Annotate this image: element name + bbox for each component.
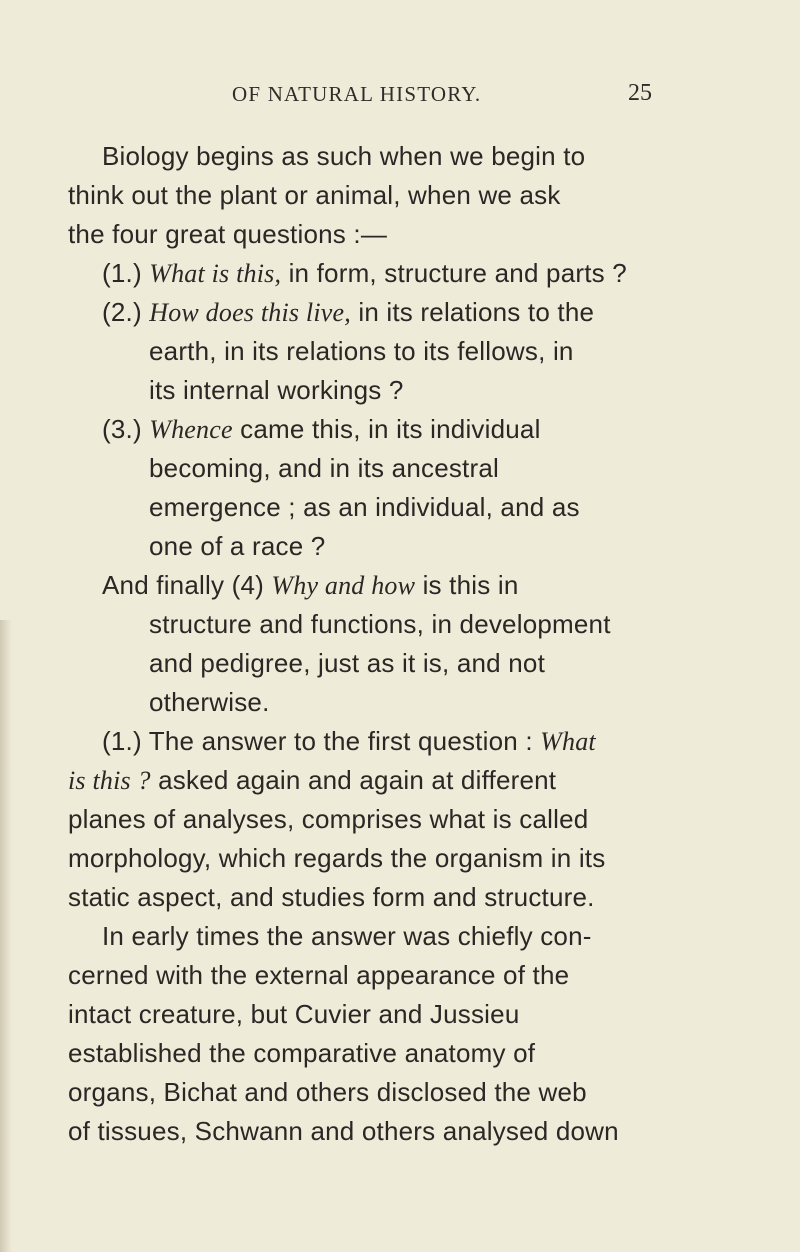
text-line: think out the plant or animal, when we ask — [68, 180, 561, 210]
text-line: earth, in its relations to its fellows, in — [149, 336, 574, 366]
text-line: In early times the answer was chiefly con- — [102, 921, 592, 951]
running-head: OF NATURAL HISTORY. — [232, 82, 482, 106]
page-number: 25 — [628, 80, 652, 106]
text-line: static aspect, and studies form and structure. — [68, 882, 595, 912]
text-line: of tissues, Schwann and others analysed down — [68, 1116, 619, 1146]
text-line: the four great questions :— — [68, 219, 388, 249]
text-line: Biology begins as such when we begin to — [102, 141, 586, 171]
question-2-line: (2.) How does this live, in its relations to the — [102, 297, 595, 327]
text-line: structure and functions, in development — [149, 609, 611, 639]
text-line: one of a race ? — [149, 531, 326, 561]
text-line: and pedigree, just as it is, and not — [149, 648, 546, 678]
text-line: organs, Bichat and others disclosed the web — [68, 1077, 587, 1107]
question-1-line: (1.) What is this, in form, structure and parts ? — [102, 258, 627, 288]
text-line: morphology, which regards the organism in its — [68, 843, 606, 873]
text-line: its internal workings ? — [149, 375, 404, 405]
text-line: becoming, and in its ancestral — [149, 453, 499, 483]
text-line: established the comparative anatomy of — [68, 1038, 536, 1068]
text-line: is this ? asked again and again at different — [68, 765, 557, 795]
question-3-line: (3.) Whence came this, in its individual — [102, 414, 541, 444]
text-line: planes of analyses, comprises what is called — [68, 804, 589, 834]
text-line: intact creature, but Cuvier and Jussieu — [68, 999, 520, 1029]
text-line: otherwise. — [149, 687, 270, 717]
question-4-line: And finally (4) Why and how is this in — [102, 570, 519, 600]
text-line: emergence ; as an individual, and as — [149, 492, 580, 522]
page-header — [0, 82, 800, 112]
page-edge-shadow — [0, 620, 12, 1252]
text-line: cerned with the external appearance of the — [68, 960, 570, 990]
answer-paragraph-start: (1.) The answer to the first question : What — [102, 726, 596, 756]
